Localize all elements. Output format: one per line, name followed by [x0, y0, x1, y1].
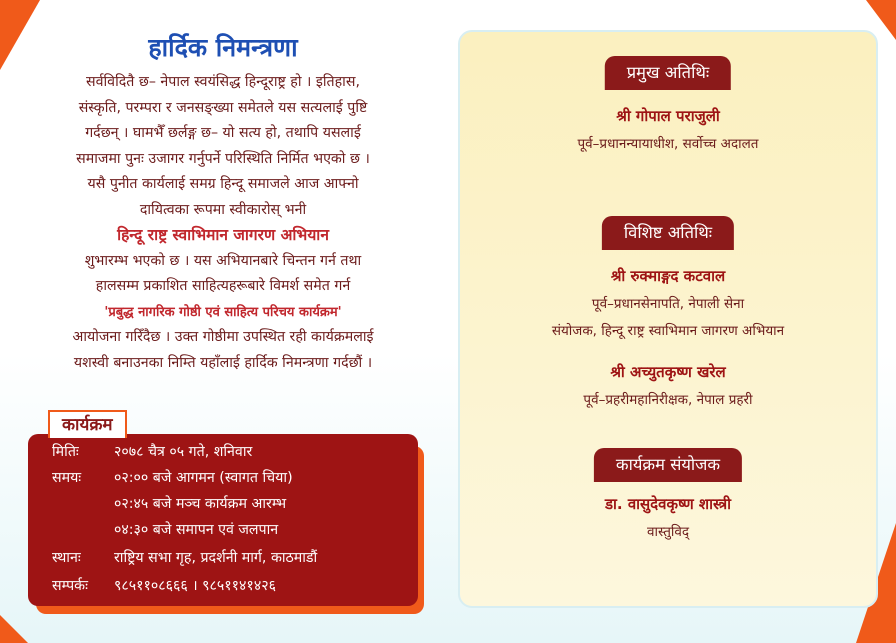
chief-guest-name: श्री गोपाल पराजुली — [616, 107, 720, 125]
body-line: दायित्वका रूपमा स्वीकारोस् भनी — [139, 201, 307, 218]
guests-panel — [458, 30, 878, 608]
schedule-row-time-2 — [52, 494, 286, 513]
body-line: शुभारम्भ भएको छ । यस अभियानबारे चिन्तन गर्न तथा — [84, 252, 362, 269]
corner-decoration-bottom-left — [0, 615, 28, 643]
invitation-body — [28, 70, 418, 376]
special-guest-2-name: श्री अच्युतकृष्ण खरेल — [610, 363, 726, 381]
coordinator-name: डा. वासुदेवकृष्ण शास्त्री — [604, 495, 731, 513]
schedule-row-venue — [52, 548, 317, 567]
schedule-value: ९८५११०८६६६ । ९८५११४१४२६ — [114, 578, 276, 594]
body-line: संस्कृति, परम्परा र जनसङ्ख्या समेतले यस सत्यलाई पुष्टि — [78, 99, 368, 116]
schedule-value: राष्ट्रिय सभा गृह, प्रदर्शनी मार्ग, काठमाडौं — [114, 550, 318, 566]
body-line: सर्वविदितै छ– नेपाल स्वयंसिद्ध हिन्दूराष्ट्र हो । इतिहास, — [86, 74, 360, 90]
special-guest-1-name: श्री रुक्माङ्गद कटवाल — [610, 267, 726, 285]
body-line: गर्दछन् । घामभैँ छर्लङ्ग छ– यो सत्य हो, तथापि यसलाई — [85, 125, 361, 141]
chief-guest-heading: प्रमुख अतिथिः — [605, 56, 731, 90]
schedule-label: स्थानः — [52, 550, 81, 566]
coordinator-title: वास्तुविद् — [646, 524, 690, 540]
schedule-value: ०२:४५ बजे मञ्च कार्यक्रम आरम्भ — [114, 496, 287, 512]
special-guest-1-title: पूर्व–प्रधानसेनापति, नेपाली सेना — [591, 296, 745, 312]
program-name: 'प्रबुद्ध नागरिक गोष्ठी एवं साहित्य परिचय कार्यक्रम' — [104, 304, 342, 320]
schedule-box — [28, 434, 418, 606]
special-guest-1-role: संयोजक, हिन्दू राष्ट्र स्वाभिमान जागरण अभियान — [551, 323, 785, 339]
schedule-heading: कार्यक्रम — [48, 410, 127, 438]
special-guest-2-title: पूर्व–प्रहरीमहानिरीक्षक, नेपाल प्रहरी — [583, 392, 753, 408]
schedule-label: समयः — [52, 470, 82, 486]
schedule-label: सम्पर्कः — [52, 578, 88, 594]
schedule-row-time-3 — [52, 520, 278, 539]
body-line: यसै पुनीत कार्यलाई समग्र हिन्दू समाजले आज आफ्नो — [87, 176, 359, 192]
schedule-value: २०७८ चैत्र ०५ गते, शनिवार — [114, 444, 253, 460]
schedule-row-time — [52, 468, 293, 487]
campaign-name: हिन्दू राष्ट्र स्वाभिमान जागरण अभियान — [117, 226, 329, 244]
schedule-value: ०२:०० बजे आगमन (स्वागत चिया) — [114, 470, 293, 486]
body-line: समाजमा पुनः उजागर गर्नुपर्ने परिस्थिति निर्मित भएको छ । — [76, 150, 370, 167]
invitation-title: हार्दिक निमन्त्रणा — [148, 33, 298, 62]
schedule-value: ०४:३० बजे समापन एवं जलपान — [114, 522, 279, 538]
coordinator-heading: कार्यक्रम संयोजक — [594, 448, 742, 482]
body-line: आयोजना गरिँदैछ । उक्त गोष्ठीमा उपस्थित रही कार्यक्रमलाई — [72, 329, 374, 345]
invitation-section — [28, 30, 418, 376]
special-guest-heading: विशिष्ट अतिथिः — [602, 216, 734, 250]
schedule-row-contact — [52, 576, 276, 595]
schedule-row-date — [52, 442, 252, 461]
schedule-label: मितिः — [52, 444, 79, 460]
chief-guest-title: पूर्व–प्रधानन्यायाधीश, सर्वोच्च अदालत — [577, 136, 759, 152]
body-line: हालसम्म प्रकाशित साहित्यहरूबारे विमर्श समेत गर्न — [95, 278, 351, 294]
body-line: यशस्वी बनाउनका निम्ति यहाँलाई हार्दिक निमन्त्रणा गर्दछौं । — [73, 354, 373, 371]
